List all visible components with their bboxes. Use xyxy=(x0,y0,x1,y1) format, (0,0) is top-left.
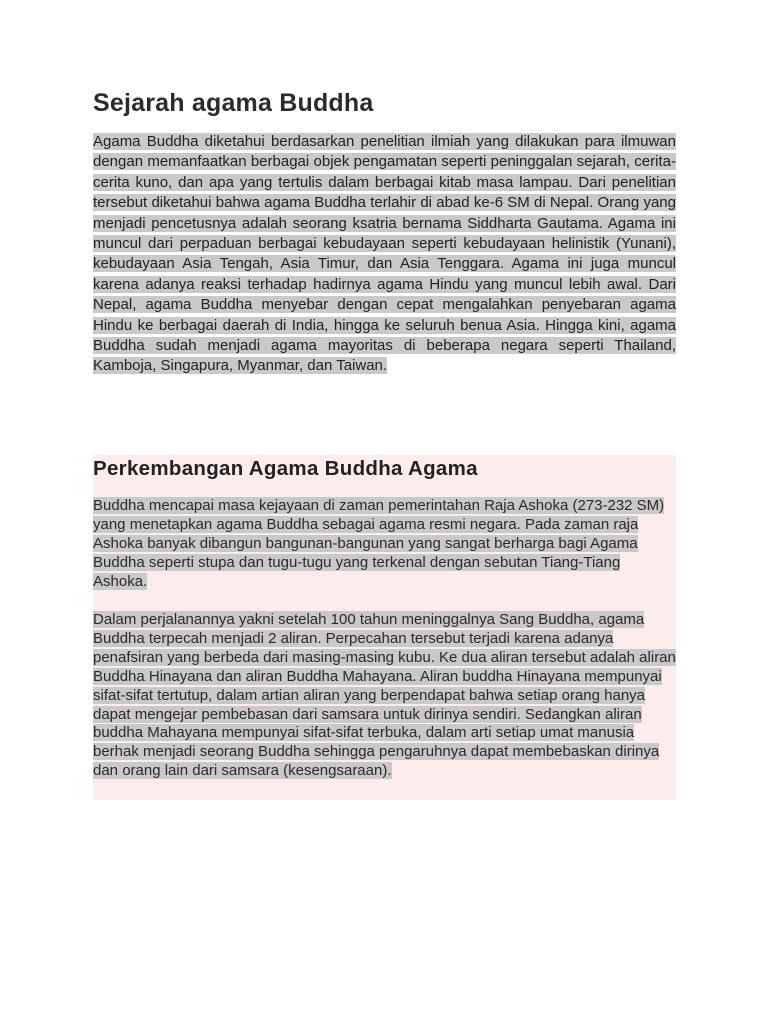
section-heading: Perkembangan Agama Buddha Agama xyxy=(93,457,478,480)
highlighted-section xyxy=(93,455,676,800)
section-paragraph-1 xyxy=(93,497,668,592)
page-title: Sejarah agama Buddha xyxy=(93,89,374,117)
section-paragraph-2-text: Dalam perjalanannya yakni setelah 100 tahun meninggalnya Sang Buddha, agama Buddha terpecah menjadi 2 aliran. Perpecahan tersebut terjadi karena adanya penafsiran yang berbeda dari masing-masing kubu. Ke dua aliran tersebut adalah aliran Buddha Hinayana dan aliran Buddha Mahayana. Aliran buddha Hinayana mempunyai sifat-sifat tertutup, dalam artian aliran yang berpendapat bahwa setiap orang hanya dapat mengejar pembebasan dari samsara untuk dirinya sendiri. Sedangkan aliran buddha Mahayana mempunyai sifat-sifat terbuka, dalam arti setiap umat manusia berhak menjadi seorang Buddha sehingga pengaruhnya dapat membebaskan dirinya dan orang lain dari samsara (kesengsaraan). xyxy=(93,611,676,780)
article xyxy=(93,86,676,377)
section-paragraph-2 xyxy=(93,611,676,781)
section-paragraph-1-text: Buddha mencapai masa kejayaan di zaman pemerintahan Raja Ashoka (273-232 SM) yang menetapkan agama Buddha sebagai agama resmi negara. Pada zaman raja Ashoka banyak dibangun bangunan-bangunan yang sangat berharga bagi Agama Buddha seperti stupa dan tugu-tugu yang terkenal dengan sebutan Tiang-Tiang Ashoka. xyxy=(93,497,665,590)
intro-paragraph-text: Agama Buddha diketahui berdasarkan penelitian ilmiah yang dilakukan para ilmuwan dengan memanfaatkan berbagai objek pengamatan seperti peninggalan sejarah, cerita-cerita kuno, dan apa yang tertulis dalam berbagai kitab masa lampau. Dari penelitian tersebut diketahui bahwa agama Buddha terlahir di abad ke-6 SM di Nepal. Orang yang menjadi pencetusnya adalah seorang ksatria bernama Siddharta Gautama. Agama ini muncul dari perpaduan berbagai kebudayaan seperti kebudayaan helinistik (Yunani), kebudayaan Asia Tengah, Asia Timur, dan Asia Tenggara. Agama ini juga muncul karena adanya reaksi terhadap hadirnya agama Hindu yang muncul lebih awal. Dari Nepal, agama Buddha menyebar dengan cepat mengalahkan penyebaran agama Hindu ke berbagai daerah di India, hingga ke seluruh benua Asia. Hingga kini, agama Buddha sudah menjadi agama mayoritas di beberapa negara seperti Thailand, Kamboja, Singapura, Myanmar, dan Taiwan. xyxy=(93,133,676,375)
intro-paragraph xyxy=(93,132,676,377)
